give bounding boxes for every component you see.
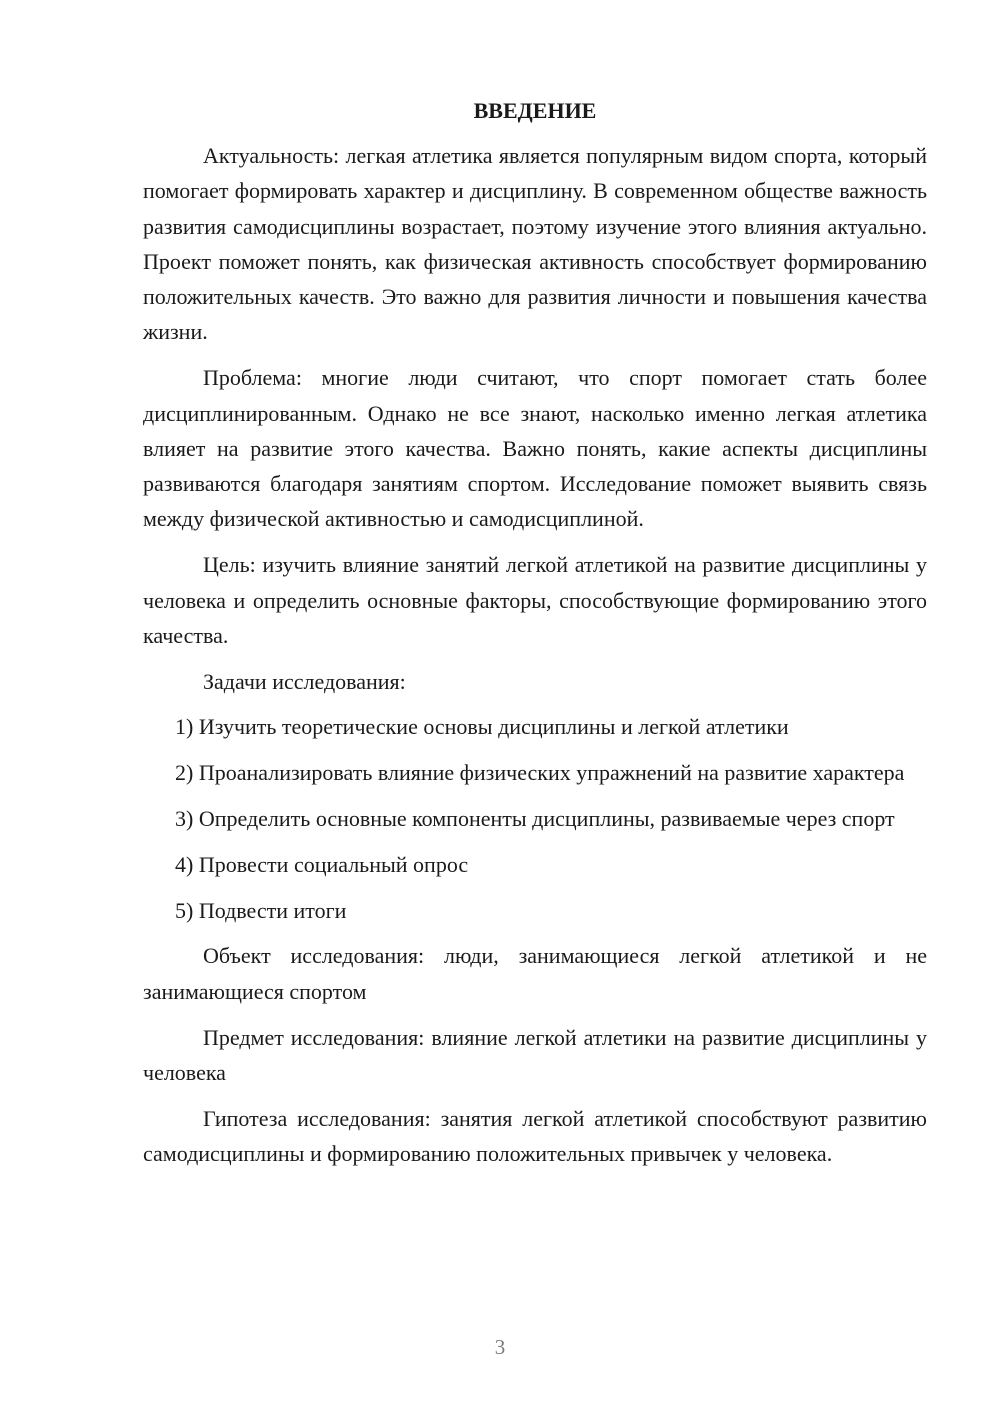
problem-paragraph: Проблема: многие люди считают, что спорт помогает стать более дисциплинированным. Однако не все знают, насколько именно легкая атлетика влияет на развитие этого качества. Важно понять, какие аспекты дисциплины развиваются благодаря занятиям спортом. Исследование поможет выявить связь между физической активностью и самодисциплиной. — [143, 365, 927, 532]
hypothesis-paragraph: Гипотеза исследования: занятия легкой атлетикой способствуют развитию самодисциплины и формированию положительных привычек у человека. — [143, 1105, 927, 1166]
relevance-paragraph: Актуальность: легкая атлетика является популярным видом спорта, который помогает формировать характер и дисциплину. В современном обществе важность развития самодисциплины возрастает, поэтому изучение этого влияния актуально. Проект поможет понять, как физическая активность способствует формированию положительных качеств. Это важно для развития личности и повышения качества жизни. — [143, 143, 927, 345]
task-item: 4) Провести социальный опрос — [175, 851, 469, 877]
goal-paragraph: Цель: изучить влияние занятий легкой атлетикой на развитие дисциплины у человека и определить основные факторы, способствующие формированию этого качества. — [143, 552, 927, 648]
task-item: 2) Проанализировать влияние физических упражнений на развитие характера — [175, 760, 905, 786]
document-page — [143, 96, 927, 1182]
task-item: 1) Изучить теоретические основы дисциплины и легкой атлетики — [175, 714, 789, 740]
task-item: 3) Определить основные компоненты дисциплины, развиваемые через спорт — [175, 806, 895, 832]
subject-paragraph: Предмет исследования: влияние легкой атлетики на развитие дисциплины у человека — [143, 1024, 927, 1085]
section-heading: ВВЕДЕНИЕ — [473, 98, 597, 123]
tasks-list — [143, 709, 927, 927]
task-item: 5) Подвести итоги — [175, 897, 347, 923]
object-paragraph: Объект исследования: люди, занимающиеся легкой атлетикой и не занимающиеся спортом — [143, 943, 927, 1004]
tasks-heading: Задачи исследования: — [203, 668, 406, 694]
page-number: 3 — [494, 1335, 506, 1359]
